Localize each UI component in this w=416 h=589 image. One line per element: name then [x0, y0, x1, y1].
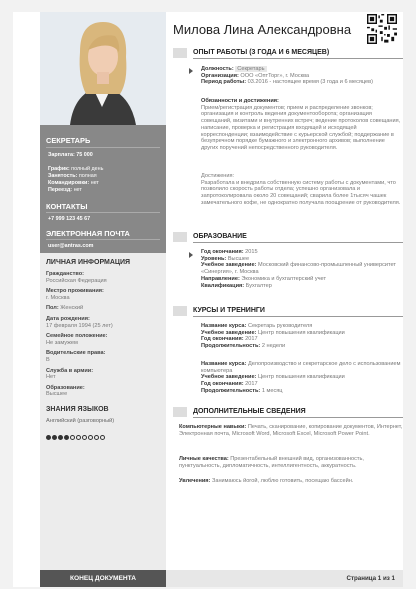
course-item: Название курса: Секретарь руководителя Учебное заведение: Центр повышения квалификации Год окончания: 2017 Продолжительность: 2 недели — [201, 323, 345, 350]
personal-field-label: Семейное положение: — [46, 333, 108, 340]
personal-field-label: Водительские права: — [46, 350, 106, 357]
section-title: ОПЫТ РАБОТЫ (3 ГОДА И 6 МЕСЯЦЕВ) — [193, 49, 330, 56]
resume-page — [13, 12, 403, 587]
personal-field-label: Дата рождения: — [46, 315, 90, 322]
education-list — [201, 249, 403, 289]
personal-field-label: Местро проживания: — [46, 288, 104, 295]
education-field: Учебное заведение: Московский финансово-промышленный университет «Синергия», г. Москва — [201, 262, 396, 276]
hobbies: Увлечения: Занимаюсь йогой, люблю готовить, посещаю бассейн. — [179, 478, 354, 484]
personal-field-value: Российская Федерация — [46, 277, 107, 284]
section-additional — [173, 406, 403, 418]
section-title: ОБРАЗОВАНИЕ — [193, 233, 247, 240]
position-header: СЕКРЕТАРЬ — [46, 136, 91, 145]
language-dot — [94, 435, 99, 440]
relocation-line: Переезд: нет — [48, 187, 82, 193]
personal-field-value: 17 февраля 1994 (25 лет) — [46, 322, 113, 329]
schedule-line: График: полный день — [48, 166, 104, 172]
section-title: КУРСЫ И ТРЕНИНГИ — [193, 307, 265, 314]
email-link[interactable]: user@antras.com — [48, 243, 94, 249]
language-dot — [46, 435, 51, 440]
education-field: Квалификация: Бухгалтер — [201, 282, 272, 289]
page-number: Страница 1 из 1 — [166, 570, 403, 587]
language-dot — [100, 435, 105, 440]
personal-field-label: Гражданство: — [46, 271, 84, 277]
employment-line: Занятость: полная — [48, 173, 97, 179]
sidebar-summary — [40, 125, 166, 253]
personal-qualities: Личные качества: Презентабельный внешний вид, организованность, пунктуальность, дипломатичность, интеллигентность, аккуратность. — [179, 456, 364, 469]
language-dot — [88, 435, 93, 440]
bullet-icon — [189, 68, 193, 74]
language-dot — [58, 435, 63, 440]
personal-list — [46, 271, 160, 398]
education-field: Уровень: Высшее — [201, 255, 250, 262]
language-dot — [76, 435, 81, 440]
personal-field-value: Нет — [46, 374, 56, 381]
education-field: Год окончания: 2015 — [201, 249, 258, 255]
personal-field: Пол: Женский — [46, 305, 84, 312]
language-name: Английский (разговорный) — [46, 417, 115, 424]
work-conditions — [40, 166, 111, 194]
language-level-dots — [46, 427, 160, 445]
course-item: Название курса: Делопроизводство и секретарское дело с использованием компьютера Учебное заведение: Центр повышения квалификации Год окончания: 2017 Продолжительность: 1 месяц — [201, 361, 401, 394]
experience-achievements: Достижения: Разработала и внедрила собственную систему работы с документами, что позволило скорость работы отдела; успешно организовала и запротоколировала около 20 совещаний; сварила более 1тысяч чашек замечательного кофе, не однократно получала поощрение от руководителя. — [201, 173, 401, 206]
experience-duties: Обязанности и достижения: Прием/регистрация документов; прием и распределение звонков; организация и контроль ведения документооборота; организация совещаний, визитами и внутренних встреч; ведение протоколов совещания, написание, проверка и регистрация входящей и исходящей корреспонденции; взаимодействие с курьерской службой; поддержание в безупречном порядке бумажного и электронного архивов; выполнение других поручений непосредственного руководителя. — [201, 98, 401, 151]
personal-field-value: B — [46, 356, 50, 363]
phone[interactable]: +7 999 123 45 67 — [48, 216, 91, 222]
language-dot — [52, 435, 57, 440]
profile-photo — [40, 12, 166, 125]
computer-skills: Компьютерные навыки: Печать, сканирование, копирование документов, Интернет, Электронная почта, Microsoft Word, Microsoft Excel, Microsoft Power Point. — [179, 424, 403, 437]
experience-meta: Должность: Секретарь Организация: ООО «ОптТорг», г. Москва Период работы: 03.2016 - настоящее время (3 года и 6 месяцев) — [201, 66, 373, 86]
sidebar — [40, 12, 166, 587]
trips-line: Командировки: нет — [48, 180, 99, 186]
section-experience — [173, 47, 403, 59]
divider — [46, 239, 160, 240]
salary: Зарплата: 75 000 — [48, 152, 93, 158]
email-header: ЭЛЕКТРОННАЯ ПОЧТА — [46, 229, 130, 238]
divider — [46, 212, 160, 213]
section-education — [173, 231, 403, 243]
divider — [46, 147, 160, 148]
contacts-header: КОНТАКТЫ — [46, 202, 88, 211]
language-dot — [82, 435, 87, 440]
end-of-document: КОНЕЦ ДОКУМЕНТА — [40, 570, 166, 587]
personal-field-value: Не замужем — [46, 339, 78, 346]
qr-code-icon — [367, 14, 397, 44]
bullet-icon — [189, 252, 193, 258]
section-title: ДОПОЛНИТЕЛЬНЫЕ СВЕДЕНИЯ — [193, 408, 306, 415]
personal-field-value: Высшее — [46, 391, 68, 398]
language-dot — [70, 435, 75, 440]
personal-header: ЛИЧНАЯ ИНФОРМАЦИЯ — [46, 259, 131, 266]
full-name: Милова Лина Александровна — [173, 22, 352, 37]
languages-header: ЗНАНИЯ ЯЗЫКОВ — [46, 405, 109, 413]
personal-field-label: Служба в армии: — [46, 367, 94, 374]
personal-field-value: г. Москва — [46, 294, 70, 301]
language-dot — [64, 435, 69, 440]
personal-field-label: Образование: — [46, 384, 85, 391]
education-field: Направление: Экономика и бухгалтерский учет — [201, 275, 327, 282]
section-courses — [173, 305, 403, 317]
personal-info — [40, 253, 166, 451]
